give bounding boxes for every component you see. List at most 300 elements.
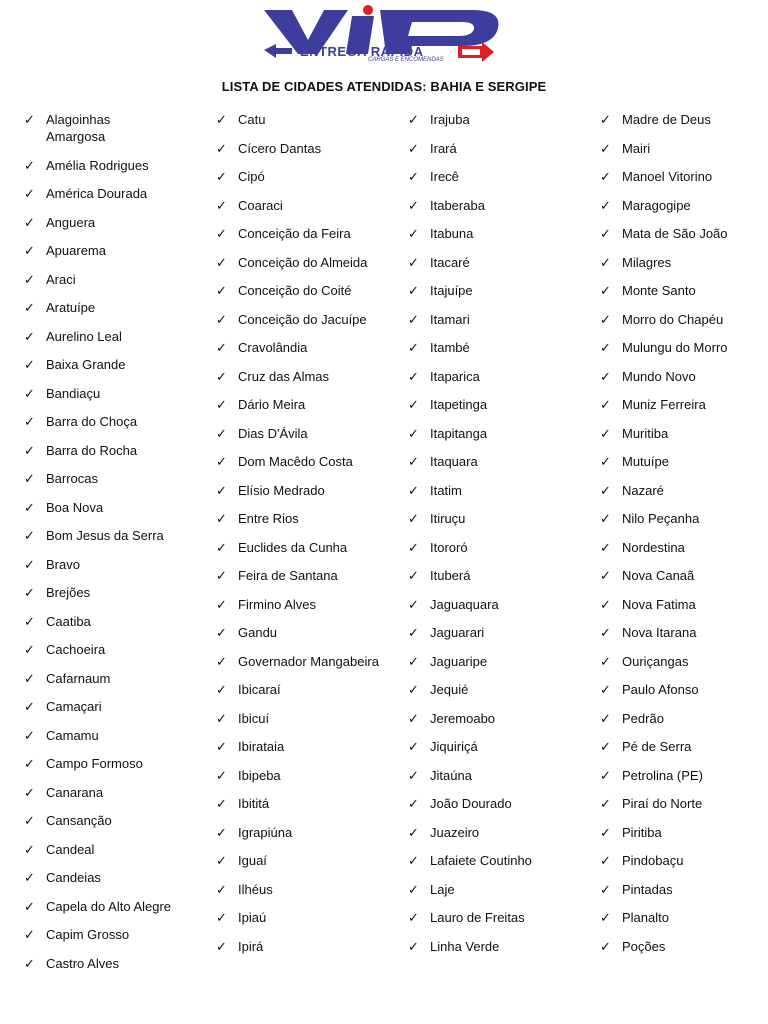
checkmark-icon: ✓ (216, 397, 227, 412)
city-list-item (600, 851, 768, 880)
checkmark-icon: ✓ (216, 140, 227, 156)
city-list-item (24, 897, 210, 926)
city-name: Ipirá (238, 938, 264, 954)
city-name: Pé de Serra (622, 739, 692, 754)
checkmark-icon: ✓ (216, 226, 227, 241)
city-name: Cansanção (46, 813, 112, 828)
checkmark-icon: ✓ (24, 898, 35, 914)
vip-logo (262, 4, 506, 66)
city-list-item (408, 851, 594, 880)
city-name: Muritiba (622, 425, 669, 441)
city-name: Lauro de Freitas (430, 910, 525, 925)
city-list-item (24, 270, 210, 299)
city-name: Aurelino Leal (46, 328, 122, 344)
checkmark-icon: ✓ (408, 254, 419, 270)
city-list-item (216, 310, 402, 339)
checkmark-icon: ✓ (408, 568, 419, 583)
checkmark-icon: ✓ (408, 140, 419, 156)
city-list-item (24, 612, 210, 641)
city-list-item (600, 880, 768, 909)
city-list-item (24, 412, 210, 441)
checkmark-icon: ✓ (216, 568, 227, 583)
city-list-item (408, 310, 594, 339)
city-list-item (600, 139, 768, 168)
checkmark-icon: ✓ (24, 727, 35, 743)
city-list-item (24, 384, 210, 413)
checkmark-icon: ✓ (600, 796, 611, 811)
city-name: Madre de Deus (622, 112, 711, 127)
checkmark-icon: ✓ (24, 642, 35, 657)
checkmark-icon: ✓ (408, 511, 419, 526)
checkmark-icon: ✓ (24, 214, 35, 230)
city-name: Conceição do Coité (238, 283, 352, 298)
checkmark-icon: ✓ (216, 454, 227, 469)
checkmark-icon: ✓ (600, 682, 611, 697)
checkmark-icon: ✓ (600, 425, 611, 441)
city-column-3 (408, 110, 594, 965)
city-list-item (600, 167, 768, 196)
city-list-item (216, 253, 402, 282)
checkmark-icon: ✓ (24, 613, 35, 629)
city-name: Irajuba (430, 112, 470, 127)
checkmark-icon: ✓ (216, 625, 227, 640)
city-list-item (216, 196, 402, 225)
checkmark-icon: ✓ (216, 710, 227, 726)
city-name: Bravo (46, 556, 80, 572)
city-name: Jaguarari (430, 625, 485, 640)
checkmark-icon: ✓ (216, 539, 227, 555)
city-list-item (408, 595, 594, 624)
checkmark-icon: ✓ (24, 243, 35, 258)
city-list-item (600, 253, 768, 282)
city-list-item (216, 595, 402, 624)
checkmark-icon: ✓ (216, 739, 227, 754)
city-name: Governador Mangabeira (238, 653, 379, 669)
city-list-item (216, 110, 402, 139)
checkmark-icon: ✓ (216, 197, 227, 213)
city-name: Cícero Dantas (238, 140, 322, 156)
checkmark-icon: ✓ (216, 482, 227, 498)
checkmark-icon: ✓ (408, 454, 419, 469)
city-name: Capela do Alto Alegre (46, 898, 172, 914)
checkmark-icon: ✓ (408, 482, 419, 498)
city-name: Conceição do Jacuípe (238, 311, 367, 327)
city-list-item (600, 766, 768, 795)
checkmark-icon: ✓ (216, 511, 227, 526)
city-name: Irará (430, 140, 457, 156)
city-name: Itaparica (430, 368, 480, 384)
city-name: Firmino Alves (238, 596, 317, 612)
city-list-item (216, 652, 402, 681)
city-name: Mundo Novo (622, 368, 696, 384)
checkmark-icon: ✓ (600, 368, 611, 384)
city-list-item (24, 640, 210, 669)
city-list-item (600, 652, 768, 681)
city-list-item (600, 794, 768, 823)
city-list-item (408, 623, 594, 652)
city-name: Ipiaú (238, 910, 267, 925)
checkmark-icon: ✓ (408, 682, 419, 697)
city-name: Planalto (622, 910, 669, 925)
checkmark-icon: ✓ (600, 853, 611, 868)
city-name: Igrapiúna (238, 824, 293, 840)
city-name: Apuarema (46, 243, 106, 258)
checkmark-icon: ✓ (408, 767, 419, 783)
city-name: Dom Macêdo Costa (238, 454, 353, 469)
city-name: Coaraci (238, 197, 283, 213)
checkmark-icon: ✓ (600, 625, 611, 640)
checkmark-icon: ✓ (600, 511, 611, 526)
checkmark-icon: ✓ (600, 568, 611, 583)
city-list-item (216, 823, 402, 852)
city-name: Pedrão (622, 710, 664, 726)
city-column-1 (24, 110, 210, 982)
city-list-item (408, 196, 594, 225)
city-name: Amélia Rodrigues (46, 157, 149, 173)
checkmark-icon: ✓ (600, 397, 611, 412)
city-list-item (408, 709, 594, 738)
city-name: Mairi (622, 140, 651, 156)
city-list-item (24, 441, 210, 470)
city-list-item (24, 213, 210, 242)
city-name: Castro Alves (46, 955, 119, 971)
city-list-item (408, 937, 594, 966)
checkmark-icon: ✓ (600, 596, 611, 612)
checkmark-icon: ✓ (408, 938, 419, 954)
city-list-item (24, 868, 210, 897)
checkmark-icon: ✓ (216, 112, 227, 127)
city-name: Araci (46, 271, 76, 287)
city-name: Linha Verde (430, 938, 500, 954)
city-list-item (408, 566, 594, 595)
city-list-item (408, 224, 594, 253)
city-list-item (24, 726, 210, 755)
checkmark-icon: ✓ (216, 881, 227, 897)
checkmark-icon: ✓ (600, 311, 611, 327)
checkmark-icon: ✓ (24, 870, 35, 885)
city-list-item (216, 794, 402, 823)
city-list-item (24, 498, 210, 527)
checkmark-icon: ✓ (408, 197, 419, 213)
city-name: Ibicuí (238, 710, 270, 726)
checkmark-icon: ✓ (216, 169, 227, 184)
city-list-item (24, 298, 210, 327)
checkmark-icon: ✓ (24, 813, 35, 828)
city-list-item (600, 224, 768, 253)
city-name: Ibipeba (238, 767, 281, 783)
city-name: Maragogipe (622, 197, 691, 213)
checkmark-icon: ✓ (408, 853, 419, 868)
city-list-item (24, 355, 210, 384)
city-name: Alagoinhas (46, 112, 111, 127)
checkmark-icon: ✓ (408, 397, 419, 412)
checkmark-icon: ✓ (408, 710, 419, 726)
city-name: Itamari (430, 311, 470, 327)
city-list-item (600, 680, 768, 709)
city-list-item (600, 338, 768, 367)
city-list-item (24, 583, 210, 612)
city-name: Nova Itarana (622, 625, 697, 640)
city-list-item (600, 823, 768, 852)
checkmark-icon: ✓ (24, 699, 35, 714)
city-name: Candeias (46, 870, 101, 885)
checkmark-icon: ✓ (24, 670, 35, 686)
city-name: Barra do Rocha (46, 442, 138, 458)
city-list-item (216, 851, 402, 880)
checkmark-icon: ✓ (24, 499, 35, 515)
checkmark-icon: ✓ (216, 596, 227, 612)
checkmark-icon: ✓ (408, 425, 419, 441)
city-list-item (408, 908, 594, 937)
city-name: Iguaí (238, 853, 267, 868)
checkmark-icon: ✓ (600, 938, 611, 954)
city-list-item (216, 937, 402, 966)
checkmark-icon: ✓ (600, 881, 611, 897)
city-name: Entre Rios (238, 511, 299, 526)
checkmark-icon: ✓ (24, 585, 35, 600)
city-name: Amargosa (46, 129, 106, 144)
city-list-item (408, 652, 594, 681)
city-name: Paulo Afonso (622, 682, 699, 697)
checkmark-icon: ✓ (408, 796, 419, 811)
city-name: Pindobaçu (622, 853, 684, 868)
checkmark-icon: ✓ (216, 796, 227, 811)
city-name: Milagres (622, 254, 672, 270)
checkmark-icon: ✓ (408, 539, 419, 555)
city-list-item (24, 241, 210, 270)
city-list-item (600, 595, 768, 624)
checkmark-icon: ✓ (600, 283, 611, 298)
checkmark-icon: ✓ (600, 226, 611, 241)
city-list-item (600, 623, 768, 652)
city-name: Juazeiro (430, 824, 480, 840)
city-name: Mulungu do Morro (622, 340, 728, 355)
checkmark-icon: ✓ (24, 186, 35, 201)
city-list-item (408, 481, 594, 510)
city-name: Ibicaraí (238, 682, 281, 697)
city-list-item (408, 880, 594, 909)
checkmark-icon: ✓ (24, 756, 35, 771)
city-name: Gandu (238, 625, 278, 640)
checkmark-icon: ✓ (216, 853, 227, 868)
checkmark-icon: ✓ (408, 340, 419, 355)
city-list-item (408, 794, 594, 823)
checkmark-icon: ✓ (216, 938, 227, 954)
city-list-item (24, 110, 210, 127)
city-list-item (408, 167, 594, 196)
city-list-item (600, 709, 768, 738)
city-name: Nova Canaã (622, 568, 695, 583)
city-name: Jaguaripe (430, 653, 488, 669)
city-list-item (408, 253, 594, 282)
checkmark-icon: ✓ (600, 197, 611, 213)
checkmark-icon: ✓ (600, 910, 611, 925)
city-list-item (600, 937, 768, 966)
city-name: Morro do Chapéu (622, 311, 724, 327)
city-list-item (216, 452, 402, 481)
city-list-item (408, 538, 594, 567)
city-name: Cafarnaum (46, 670, 111, 686)
city-name: Campo Formoso (46, 756, 143, 771)
city-name: Itatim (430, 482, 462, 498)
checkmark-icon: ✓ (24, 442, 35, 458)
city-name: Jeremoabo (430, 710, 496, 726)
city-list-item (216, 509, 402, 538)
city-list-item (600, 481, 768, 510)
city-name: Ibititá (238, 796, 270, 811)
checkmark-icon: ✓ (600, 169, 611, 184)
checkmark-icon: ✓ (408, 226, 419, 241)
city-list-item (216, 367, 402, 396)
city-name: Petrolina (PE) (622, 767, 703, 783)
city-name: Laje (430, 881, 455, 897)
city-name: Bandiaçu (46, 385, 101, 401)
city-list-item (600, 196, 768, 225)
checkmark-icon: ✓ (600, 454, 611, 469)
city-list-item (408, 424, 594, 453)
checkmark-icon: ✓ (408, 881, 419, 897)
checkmark-icon: ✓ (24, 300, 35, 315)
checkmark-icon: ✓ (24, 414, 35, 429)
city-name: Jaguaquara (430, 596, 499, 612)
page-title: LISTA DE CIDADES ATENDIDAS: BAHIA E SERGIPE (221, 79, 547, 94)
city-list-item (216, 538, 402, 567)
checkmark-icon: ✓ (408, 169, 419, 184)
city-list-item (600, 452, 768, 481)
checkmark-icon: ✓ (600, 482, 611, 498)
city-name: Cravolândia (238, 340, 308, 355)
city-list-item (408, 395, 594, 424)
city-name: João Dourado (430, 796, 512, 811)
city-name: Conceição da Feira (238, 226, 351, 241)
city-list-item (408, 823, 594, 852)
city-list-item (216, 167, 402, 196)
checkmark-icon: ✓ (216, 824, 227, 840)
checkmark-icon: ✓ (216, 910, 227, 925)
checkmark-icon: ✓ (600, 539, 611, 555)
city-name: Muniz Ferreira (622, 397, 706, 412)
city-name: Dias D'Ávila (238, 425, 308, 441)
city-list-item (216, 395, 402, 424)
checkmark-icon: ✓ (408, 824, 419, 840)
city-name: Nova Fatima (622, 596, 696, 612)
logo-subtitle: CARGAS E ENCOMENDAS (368, 57, 444, 63)
city-name: Monte Santo (622, 283, 696, 298)
city-name: Baixa Grande (46, 357, 126, 372)
checkmark-icon: ✓ (24, 528, 35, 543)
checkmark-icon: ✓ (216, 340, 227, 355)
checkmark-icon: ✓ (216, 425, 227, 441)
checkmark-icon: ✓ (600, 112, 611, 127)
city-name: Itaquara (430, 454, 478, 469)
city-name: Euclides da Cunha (238, 539, 348, 555)
checkmark-icon: ✓ (408, 653, 419, 669)
city-name: Lafaiete Coutinho (430, 853, 532, 868)
city-name: Nilo Peçanha (622, 511, 700, 526)
city-list-item (24, 555, 210, 584)
checkmark-icon: ✓ (408, 625, 419, 640)
city-list-item (24, 925, 210, 954)
checkmark-icon: ✓ (216, 767, 227, 783)
city-list-item (216, 424, 402, 453)
city-list-item (216, 566, 402, 595)
city-column-2 (216, 110, 402, 965)
city-list-item (408, 737, 594, 766)
city-list-item (600, 395, 768, 424)
city-name: Candeal (46, 841, 95, 857)
city-name: Capim Grosso (46, 927, 130, 942)
city-name: Boa Nova (46, 499, 104, 515)
city-list-item (408, 110, 594, 139)
city-name: Cipó (238, 169, 265, 184)
checkmark-icon: ✓ (408, 739, 419, 754)
city-list-item (600, 367, 768, 396)
city-name: Barrocas (46, 471, 99, 486)
city-name: Nordestina (622, 539, 685, 555)
checkmark-icon: ✓ (408, 311, 419, 327)
checkmark-icon: ✓ (408, 112, 419, 127)
city-name: Mata de São João (622, 226, 728, 241)
checkmark-icon: ✓ (24, 357, 35, 372)
city-name: Ituberá (430, 568, 471, 583)
checkmark-icon: ✓ (24, 556, 35, 572)
checkmark-icon: ✓ (24, 955, 35, 971)
city-name: Itajuípe (430, 283, 473, 298)
checkmark-icon: ✓ (24, 471, 35, 486)
city-list-item (408, 281, 594, 310)
checkmark-icon: ✓ (24, 271, 35, 287)
city-list-item (408, 338, 594, 367)
city-list-item (408, 766, 594, 795)
city-name: Itapetinga (430, 397, 488, 412)
city-name: Pintadas (622, 881, 673, 897)
city-name: Brejões (46, 585, 91, 600)
city-name: Itiruçu (430, 511, 466, 526)
city-name: Poções (622, 938, 666, 954)
city-list-item (216, 908, 402, 937)
checkmark-icon: ✓ (408, 283, 419, 298)
city-name: Conceição do Almeida (238, 254, 368, 270)
city-name: Itabuna (430, 226, 474, 241)
city-column-4 (600, 110, 768, 965)
city-list-item (600, 538, 768, 567)
city-list-item (600, 310, 768, 339)
city-name: Feira de Santana (238, 568, 338, 583)
city-name: Barra do Choça (46, 414, 138, 429)
checkmark-icon: ✓ (408, 910, 419, 925)
city-name: Ilhéus (238, 881, 273, 897)
checkmark-icon: ✓ (24, 927, 35, 942)
city-name: Catu (238, 112, 266, 127)
city-name: Mutuípe (622, 454, 669, 469)
city-name: Manoel Vitorino (622, 169, 713, 184)
checkmark-icon: ✓ (216, 254, 227, 270)
city-name: Itapitanga (430, 425, 488, 441)
city-list-item (24, 954, 210, 983)
checkmark-icon: ✓ (600, 739, 611, 754)
checkmark-icon: ✓ (600, 340, 611, 355)
city-name: Cachoeira (46, 642, 106, 657)
checkmark-icon: ✓ (24, 385, 35, 401)
city-name: Jitaúna (430, 767, 472, 783)
city-list-item (600, 509, 768, 538)
city-list-item (216, 737, 402, 766)
city-list-item (24, 156, 210, 185)
city-list-item (600, 737, 768, 766)
city-list-item (24, 783, 210, 812)
city-list-item (216, 139, 402, 168)
city-list-item (408, 452, 594, 481)
